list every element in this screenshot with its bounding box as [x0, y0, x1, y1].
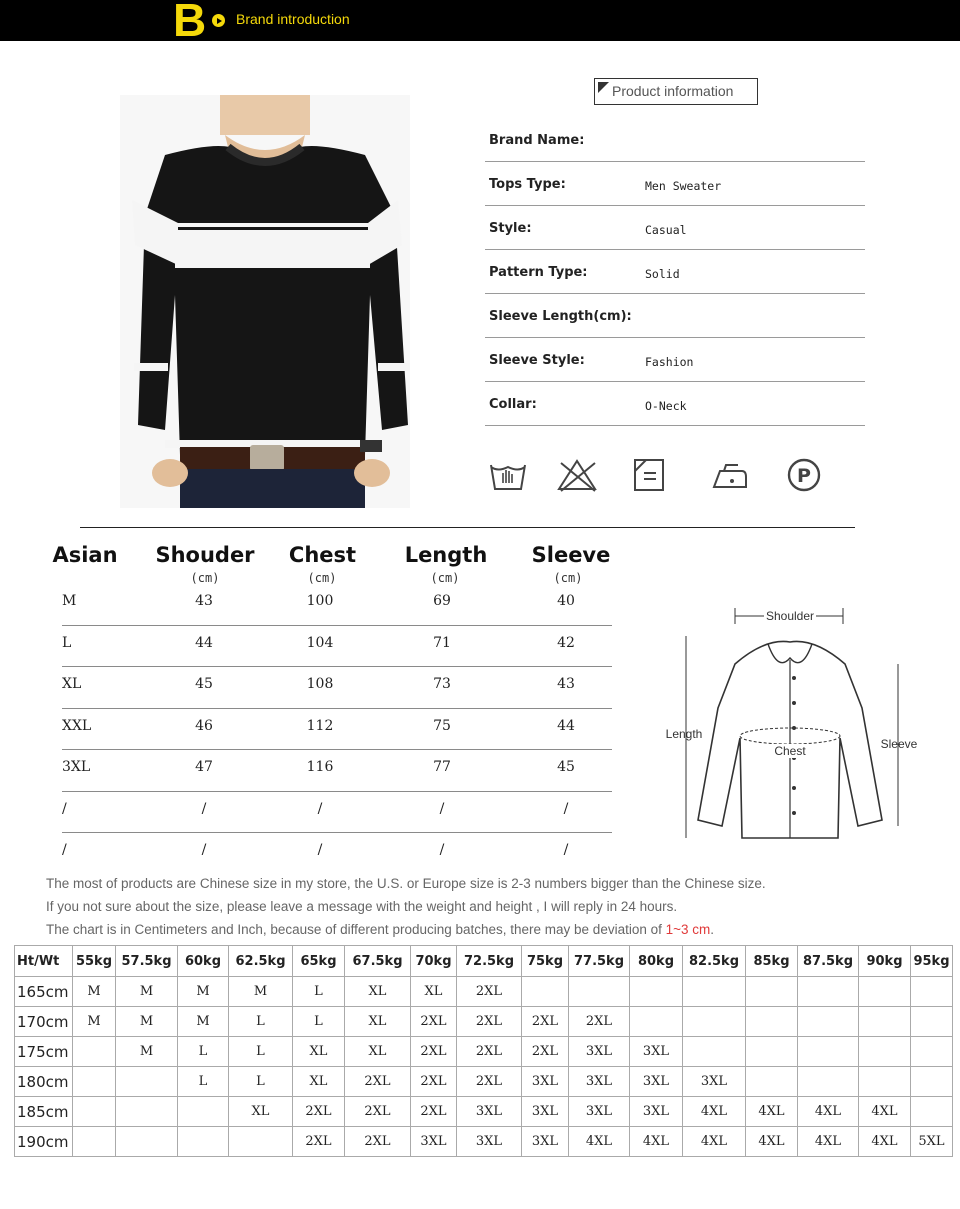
- product-information-title: Product information: [594, 78, 758, 105]
- hw-cell: 2XL: [411, 1067, 457, 1097]
- hw-cell: M: [116, 977, 178, 1007]
- hw-cell: L: [229, 1037, 293, 1067]
- hw-cell: L: [229, 1067, 293, 1097]
- unit-label: (cm): [430, 571, 460, 585]
- size-cell: /: [201, 800, 207, 817]
- hw-cell: 2XL: [293, 1097, 345, 1127]
- size-cell: 112: [306, 717, 334, 734]
- info-value: Fashion: [645, 355, 694, 369]
- hw-cell: [116, 1097, 178, 1127]
- size-cell: /: [439, 800, 445, 817]
- size-cell: 43: [195, 593, 213, 609]
- size-header-length: Length: [404, 543, 488, 567]
- hw-cell: [746, 1007, 798, 1037]
- hw-cell: L: [293, 977, 345, 1007]
- unit-label: (cm): [307, 571, 337, 585]
- hw-row: [15, 977, 953, 1007]
- hw-weight-header: 85kg: [746, 946, 798, 977]
- size-note-line-2: If you not sure about the size, please leave a message with the weight and height , I will reply in 24 hours.: [46, 899, 678, 914]
- info-label: Collar:: [489, 397, 537, 412]
- hw-cell: M: [73, 1007, 116, 1037]
- dry-clean-p-icon: [786, 455, 822, 495]
- hw-header-row: [15, 946, 953, 977]
- size-cell: /: [201, 842, 207, 858]
- hw-cell: 5XL: [911, 1127, 953, 1157]
- hw-cell: [116, 1067, 178, 1097]
- hw-cell: 3XL: [457, 1127, 522, 1157]
- size-row: [62, 626, 612, 668]
- hw-cell: 3XL: [569, 1097, 630, 1127]
- deviation-highlight: 1~3 cm: [665, 922, 711, 937]
- hw-cell: 4XL: [746, 1097, 798, 1127]
- size-row: [62, 667, 612, 709]
- hw-cell: [798, 1007, 859, 1037]
- brand-introduction-title: Brand introduction: [236, 11, 350, 27]
- info-row-style: [485, 206, 865, 250]
- size-cell: 73: [433, 676, 451, 692]
- hw-cell: 2XL: [457, 1067, 522, 1097]
- hw-cell: [911, 1007, 953, 1037]
- size-row: [62, 584, 612, 626]
- hw-row: [15, 1037, 953, 1067]
- measurement-diagram: [660, 598, 922, 848]
- play-icon: [212, 14, 225, 27]
- hw-cell: M: [116, 1007, 178, 1037]
- hw-cell: XL: [293, 1037, 345, 1067]
- hw-weight-header: 62.5kg: [229, 946, 293, 977]
- size-cell: /: [317, 842, 323, 858]
- corner-triangle-icon: [598, 82, 609, 93]
- size-cell: 45: [557, 759, 575, 775]
- size-cell: 77: [433, 759, 451, 775]
- hw-cell: [798, 1067, 859, 1097]
- hw-cell: 4XL: [798, 1127, 859, 1157]
- size-cell: 108: [306, 676, 334, 692]
- size-header-sleeve: Sleeve: [531, 543, 611, 567]
- hw-height-label: 175cm: [15, 1037, 73, 1067]
- info-value: Solid: [645, 267, 680, 281]
- hw-cell: [859, 1037, 911, 1067]
- size-note-line-1: The most of products are Chinese size in my store, the U.S. or Europe size is 2-3 numbers bigger than the Chinese size.: [46, 876, 766, 891]
- hw-cell: 3XL: [522, 1067, 569, 1097]
- hw-cell: L: [229, 1007, 293, 1037]
- size-cell: XXL: [62, 717, 92, 734]
- size-row: [62, 750, 612, 792]
- hw-cell: 3XL: [411, 1127, 457, 1157]
- hw-weight-header: 57.5kg: [116, 946, 178, 977]
- hw-row: [15, 1067, 953, 1097]
- unit-label: (cm): [553, 571, 583, 585]
- hw-cell: 4XL: [859, 1127, 911, 1157]
- size-cell: /: [62, 842, 67, 858]
- hw-cell: 2XL: [457, 977, 522, 1007]
- hw-cell: 3XL: [630, 1037, 683, 1067]
- hw-cell: [630, 977, 683, 1007]
- size-cell: /: [563, 800, 569, 817]
- hw-cell: 2XL: [345, 1097, 411, 1127]
- size-cell: 45: [195, 676, 213, 692]
- hw-cell: 4XL: [798, 1097, 859, 1127]
- hw-cell: [911, 1037, 953, 1067]
- hw-height-label: 190cm: [15, 1127, 73, 1157]
- hw-cell: XL: [345, 977, 411, 1007]
- size-cell: 43: [557, 676, 575, 692]
- hw-row: [15, 1127, 953, 1157]
- hw-cell: 3XL: [457, 1097, 522, 1127]
- hw-cell: 2XL: [522, 1007, 569, 1037]
- info-label: Pattern Type:: [489, 265, 588, 280]
- hw-cell: 4XL: [630, 1127, 683, 1157]
- hw-cell: [116, 1127, 178, 1157]
- hand-wash-icon: [488, 455, 528, 495]
- brand-header-bar: [0, 0, 960, 46]
- hw-cell: 2XL: [457, 1007, 522, 1037]
- info-value: Casual: [645, 223, 687, 237]
- hw-weight-header: 55kg: [73, 946, 116, 977]
- diagram-length-label: Length: [665, 727, 703, 741]
- product-info-list: [485, 118, 865, 426]
- hw-cell: L: [178, 1037, 229, 1067]
- hw-cell: 4XL: [859, 1097, 911, 1127]
- hw-weight-header: 70kg: [411, 946, 457, 977]
- hw-cell: [859, 1067, 911, 1097]
- hw-cell: [859, 977, 911, 1007]
- info-label: Tops Type:: [489, 177, 566, 192]
- hw-height-label: 165cm: [15, 977, 73, 1007]
- size-cell: 40: [557, 593, 575, 609]
- hw-cell: XL: [345, 1037, 411, 1067]
- info-label: Style:: [489, 221, 532, 236]
- hw-cell: M: [178, 977, 229, 1007]
- hw-cell: XL: [229, 1097, 293, 1127]
- hw-cell: [178, 1127, 229, 1157]
- hw-weight-header: 77.5kg: [569, 946, 630, 977]
- size-cell: 116: [306, 759, 334, 775]
- care-icon-letter: P: [797, 465, 811, 487]
- size-row: [62, 792, 612, 834]
- product-photo: [120, 95, 410, 508]
- hw-weight-header: 75kg: [522, 946, 569, 977]
- hw-cell: [569, 977, 630, 1007]
- hw-weight-header: 80kg: [630, 946, 683, 977]
- info-label: Brand Name:: [489, 133, 585, 148]
- size-cell: 3XL: [62, 759, 91, 775]
- hw-cell: 2XL: [457, 1037, 522, 1067]
- hw-cell: [798, 1037, 859, 1067]
- size-cell: /: [563, 842, 569, 858]
- tumble-dry-icon: [632, 455, 666, 495]
- hw-cell: 2XL: [411, 1097, 457, 1127]
- size-row: [62, 709, 612, 751]
- size-cell: 44: [557, 717, 575, 734]
- hw-cell: 3XL: [630, 1097, 683, 1127]
- hw-cell: 3XL: [630, 1067, 683, 1097]
- hw-cell: [73, 1127, 116, 1157]
- hw-corner-label: Ht/Wt: [15, 946, 73, 977]
- hw-cell: XL: [345, 1007, 411, 1037]
- hw-weight-header: 87.5kg: [798, 946, 859, 977]
- size-cell: 75: [433, 717, 451, 734]
- section-divider: [80, 527, 855, 528]
- hw-cell: L: [293, 1007, 345, 1037]
- size-cell: 69: [433, 593, 451, 609]
- hw-cell: 4XL: [746, 1127, 798, 1157]
- hw-cell: [229, 1127, 293, 1157]
- info-value: Men Sweater: [645, 179, 722, 193]
- hw-cell: XL: [411, 977, 457, 1007]
- hw-cell: 4XL: [683, 1097, 746, 1127]
- hw-cell: 4XL: [569, 1127, 630, 1157]
- hw-row: [15, 1097, 953, 1127]
- hw-cell: 2XL: [345, 1067, 411, 1097]
- hw-cell: 3XL: [522, 1127, 569, 1157]
- hw-cell: [746, 977, 798, 1007]
- hw-cell: M: [229, 977, 293, 1007]
- size-cell: 71: [433, 634, 451, 651]
- hw-cell: 3XL: [522, 1097, 569, 1127]
- diagram-chest-label: Chest: [774, 744, 806, 758]
- hw-cell: [746, 1067, 798, 1097]
- size-header-chest: Chest: [288, 543, 357, 567]
- hw-cell: [859, 1007, 911, 1037]
- size-cell: /: [317, 800, 323, 817]
- hw-cell: 2XL: [411, 1037, 457, 1067]
- hw-cell: [73, 1097, 116, 1127]
- hw-cell: [911, 1067, 953, 1097]
- size-cell: 47: [195, 759, 213, 775]
- size-cell: 44: [195, 634, 213, 651]
- hw-cell: [683, 1037, 746, 1067]
- hw-weight-header: 95kg: [911, 946, 953, 977]
- hw-cell: 3XL: [569, 1037, 630, 1067]
- size-header-shoulder: Shouder: [155, 543, 255, 567]
- brand-letter-logo: B: [173, 0, 207, 46]
- hw-height-label: 170cm: [15, 1007, 73, 1037]
- size-table: [62, 584, 612, 875]
- hw-cell: [178, 1097, 229, 1127]
- unit-label: (cm): [190, 571, 220, 585]
- hw-weight-header: 60kg: [178, 946, 229, 977]
- hw-cell: 2XL: [293, 1127, 345, 1157]
- diagram-shoulder-label: Shoulder: [765, 609, 815, 623]
- hw-weight-header: 90kg: [859, 946, 911, 977]
- size-header-asian: Asian: [52, 543, 118, 567]
- info-value: O-Neck: [645, 399, 687, 413]
- size-row: [62, 833, 612, 875]
- height-weight-table: [14, 945, 953, 1157]
- info-row-brand-name: [485, 118, 865, 162]
- hw-cell: [73, 1037, 116, 1067]
- hw-cell: M: [178, 1007, 229, 1037]
- hw-cell: 4XL: [683, 1127, 746, 1157]
- no-bleach-icon: [555, 455, 599, 495]
- hw-height-label: 180cm: [15, 1067, 73, 1097]
- hw-cell: 2XL: [411, 1007, 457, 1037]
- hw-cell: XL: [293, 1067, 345, 1097]
- hw-cell: [522, 977, 569, 1007]
- info-row-pattern-type: [485, 250, 865, 294]
- size-cell: /: [62, 800, 67, 817]
- size-cell: 104: [306, 634, 334, 651]
- size-cell: M: [62, 593, 77, 609]
- hw-weight-header: 82.5kg: [683, 946, 746, 977]
- diagram-sleeve-label: Sleeve: [880, 737, 918, 751]
- info-label: Sleeve Length(cm):: [489, 309, 632, 324]
- hw-cell: [630, 1007, 683, 1037]
- hw-cell: [683, 977, 746, 1007]
- info-row-sleeve-length: [485, 294, 865, 338]
- hw-height-label: 185cm: [15, 1097, 73, 1127]
- hw-cell: M: [116, 1037, 178, 1067]
- size-cell: 42: [557, 634, 575, 651]
- hw-cell: [911, 1097, 953, 1127]
- hw-cell: [911, 977, 953, 1007]
- hw-cell: [798, 977, 859, 1007]
- size-cell: /: [439, 842, 445, 858]
- hw-cell: 3XL: [683, 1067, 746, 1097]
- size-cell: 100: [306, 593, 334, 609]
- hw-weight-header: 72.5kg: [457, 946, 522, 977]
- sweater-model-image: [120, 95, 410, 508]
- info-row-sleeve-style: [485, 338, 865, 382]
- size-cell: L: [62, 634, 72, 651]
- hw-cell: 2XL: [345, 1127, 411, 1157]
- size-note-line-3: The chart is in Centimeters and Inch, because of different producing batches, there may be deviation of 1~3 cm.: [46, 922, 715, 937]
- hw-cell: [683, 1007, 746, 1037]
- hw-cell: M: [73, 977, 116, 1007]
- hw-cell: L: [178, 1067, 229, 1097]
- hw-cell: 3XL: [569, 1067, 630, 1097]
- hw-cell: [746, 1037, 798, 1067]
- info-label: Sleeve Style:: [489, 353, 585, 368]
- iron-icon: [710, 455, 752, 495]
- info-row-collar: [485, 382, 865, 426]
- size-cell: XL: [62, 676, 82, 692]
- hw-cell: 2XL: [569, 1007, 630, 1037]
- size-cell: 46: [195, 717, 213, 734]
- hw-row: [15, 1007, 953, 1037]
- info-row-tops-type: [485, 162, 865, 206]
- hw-weight-header: 65kg: [293, 946, 345, 977]
- hw-cell: [73, 1067, 116, 1097]
- hw-weight-header: 67.5kg: [345, 946, 411, 977]
- hw-cell: 2XL: [522, 1037, 569, 1067]
